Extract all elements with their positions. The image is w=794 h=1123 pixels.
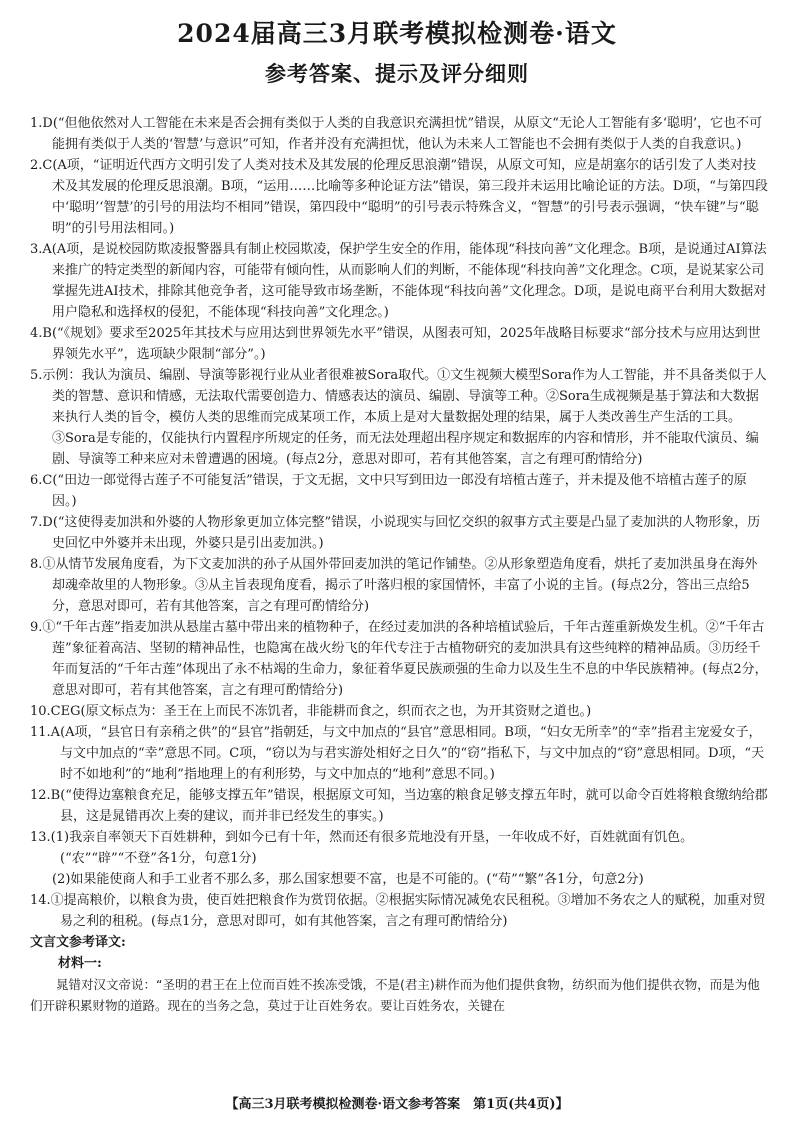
answer-9: 9.①“千年古莲”指麦加洪从悬崖古墓中带出来的植物种子，在经过麦加洪的各种培植试验后，千年古莲重新焕发生机。②“千年古莲”象征着高洁、坚韧的精神品性，也隐寓在战火纷飞的年代专注于古植物研究的麦加洪具有这些纯粹的精神品质。③历经千年而复活的“千年古莲”体现出了永不枯竭的生命力，象征着华夏民族顽强的生命力以及生生不息的中华民族精神。(每点2分，意思对即可，若有其他答案，言之有理可酌情给分)	[30, 620, 768, 698]
answer-5: 5.示例：我认为演员、编剧、导演等影视行业从业者很难被Sora取代。①文生视频大模型Sora作为人工智能，并不具备类似于人类的智慧、意识和情感，无法取代需要创造力、情感表达的演员、编剧、导演等工种。②Sora生成视频是基于算法和大数据来执行人类的旨令，模仿人类的思维而完成某项工作，本质上是对大量数据处理的结果，属于人类改善生产生活的工具。③Sora是专能的，仅能执行内置程序所规定的任务，而无法处理超出程序规定和数据库的内容和情形，并不能取代演员、编剧、导演等工种来应对未曾遭遇的困境。(每点2分，意思对即可，若有其他答案，言之有理可酌情给分)	[30, 368, 767, 467]
answer-8: 8.①从情节发展角度看，为下文麦加洪的孙子从国外带回麦加洪的笔记作铺垫。②从形象塑造角度看，烘托了麦加洪虽身在海外却魂牵故里的人物形象。③从主旨表现角度看，揭示了叶落归根的家国情怀，丰富了小说的主旨。(每点2分，答出三点给5分，意思对即可，若有其他答案，言之有理可酌情给分)	[30, 557, 758, 614]
answer-12: 12.B(“使得边塞粮食充足，能够支撑五年”错误，根据原文可知，当边塞的粮食足够支撑五年时，就可以命令百姓将粮食缴纳给郡县，这是晁错再次上奏的建议，而并非已经发生的事实。)	[30, 788, 768, 824]
answer-7: 7.D(“这使得麦加洪和外婆的人物形象更加立体完整”错误，小说现实与回忆交织的叙事方式主要是凸显了麦加洪的人物形象，历史回忆中外婆并未出现，外婆只是引出麦加洪。)	[30, 515, 761, 551]
answer-14: 14.①提高粮价，以粮食为贵，使百姓把粮食作为赏罚依据。②根据实际情况减免农民租税。③增加不务农之人的赋税，加重对贸易之利的租税。(每点1分，意思对即可，如有其他答案，言之有理可酌情给分)	[30, 893, 766, 929]
translation-text: 晁错对汉文帝说：“圣明的君王在上位而百姓不挨冻受饿，不是(君主)耕作而为他们提供食物，纺织而为他们提供衣物，而是为他们开辟积累财物的道路。现在的当务之急，莫过于让百姓务农。要让百姓务农，关键在	[30, 977, 760, 1013]
answer-2: 2.C(A项，“证明近代西方文明引发了人类对技术及其发展的伦理反思浪潮”错误，从原文可知，应是胡塞尔的话引发了人类对技术及其发展的伦理反思浪潮。B项，“运用……比喻等多种论证方法”错误，第三段并未运用比喻论证的方法。D项，“与第四段中‘聪明’‘智慧’的引号的用法均不相同”错误，第四段中“聪明”的引号表示特殊含义，“智慧”的引号表示强调，“快车键”与“聪明”的引号用法相同。)	[30, 158, 768, 236]
material-label: 材料一:	[58, 956, 102, 971]
answer-6: 6.C(“田边一郎觉得古莲子不可能复活”错误，于文无据，文中只写到田边一郎没有培植古莲子，并未提及他不培植古莲子的原因。)	[30, 473, 747, 509]
answer-3: 3.A(A项，是说校园防欺凌报警器具有制止校园欺凌，保护学生安全的作用，能体现“科技向善”文化理念。B项，是说通过AI算法来推广的特定类型的新闻内容，可能带有倾向性，从而影响人们的判断，不能体现“科技向善”文化理念。C项，是说某家公司掌握先进AI技术，排除其他竞争者，这可能导致市场垄断，不能体现“科技向善”文化理念。D项，是说电商平台利用大数据对用户隐私和选择权的侵犯，不能体现“科技向善”文化理念。)	[30, 242, 767, 320]
page-title: 2024届高三3月联考模拟检测卷·语文	[177, 19, 617, 48]
answer-1: 1.D(“但他依然对人工智能在未来是否会拥有类似于人类的自我意识充满担忧”错误，从原文“无论人工智能有多‘聪明’，它也不可能拥有类似于人类的‘智慧’与意识”可知，作者并没有充满担忧，他认为未来人工智能也不会拥有类似于人类的自我意识。)	[30, 116, 763, 152]
page-footer: 【高三3月联考模拟检测卷·语文参考答案 第1页(共4页)】	[225, 1097, 569, 1112]
answer-13-part2: (2)如果能使商人和手工业者不那么多，那么国家想要不富，也是不可能的。(“苟”“繁”各1分，句意2分)	[52, 872, 644, 887]
section-label: 文言文参考译文:	[30, 935, 126, 950]
answer-13: 13.(1)我亲自率领天下百姓耕种，到如今已有十年，然而还有很多荒地没有开垦，一年收成不好，百姓就面有饥色。(“农”“辟”“不登”各1分，句意1分)	[30, 830, 694, 866]
answer-body	[30, 113, 768, 1016]
answer-4: 4.B(“《规划》要求至2025年其技术与应用达到世界领先水平”错误，从图表可知，2025年战略目标要求“部分技术与应用达到世界领先水平”，选项缺少限制“部分”。)	[30, 326, 761, 362]
page-subtitle: 参考答案、提示及评分细则	[265, 61, 529, 86]
answer-11: 11.A(A项，“县官日有亲稍之供”的“县官”指朝廷，与文中加点的“县官”意思相同。B项，“妇女无所幸”的“幸”指君主宠爱女子，与文中加点的“幸”意思不同。C项，“窃以为与君实游处相好之日久”的“窃”指私下，与文中加点的“窃”意思相同。D项，“天时不如地利”的“地利”指地理上的有利形势，与文中加点的“地利”意思不同。)	[30, 725, 765, 782]
answer-10: 10.CEG(原文标点为：圣王在上而民不冻饥者，非能耕而食之，织而衣之也，为开其资财之道也。)	[30, 704, 592, 719]
